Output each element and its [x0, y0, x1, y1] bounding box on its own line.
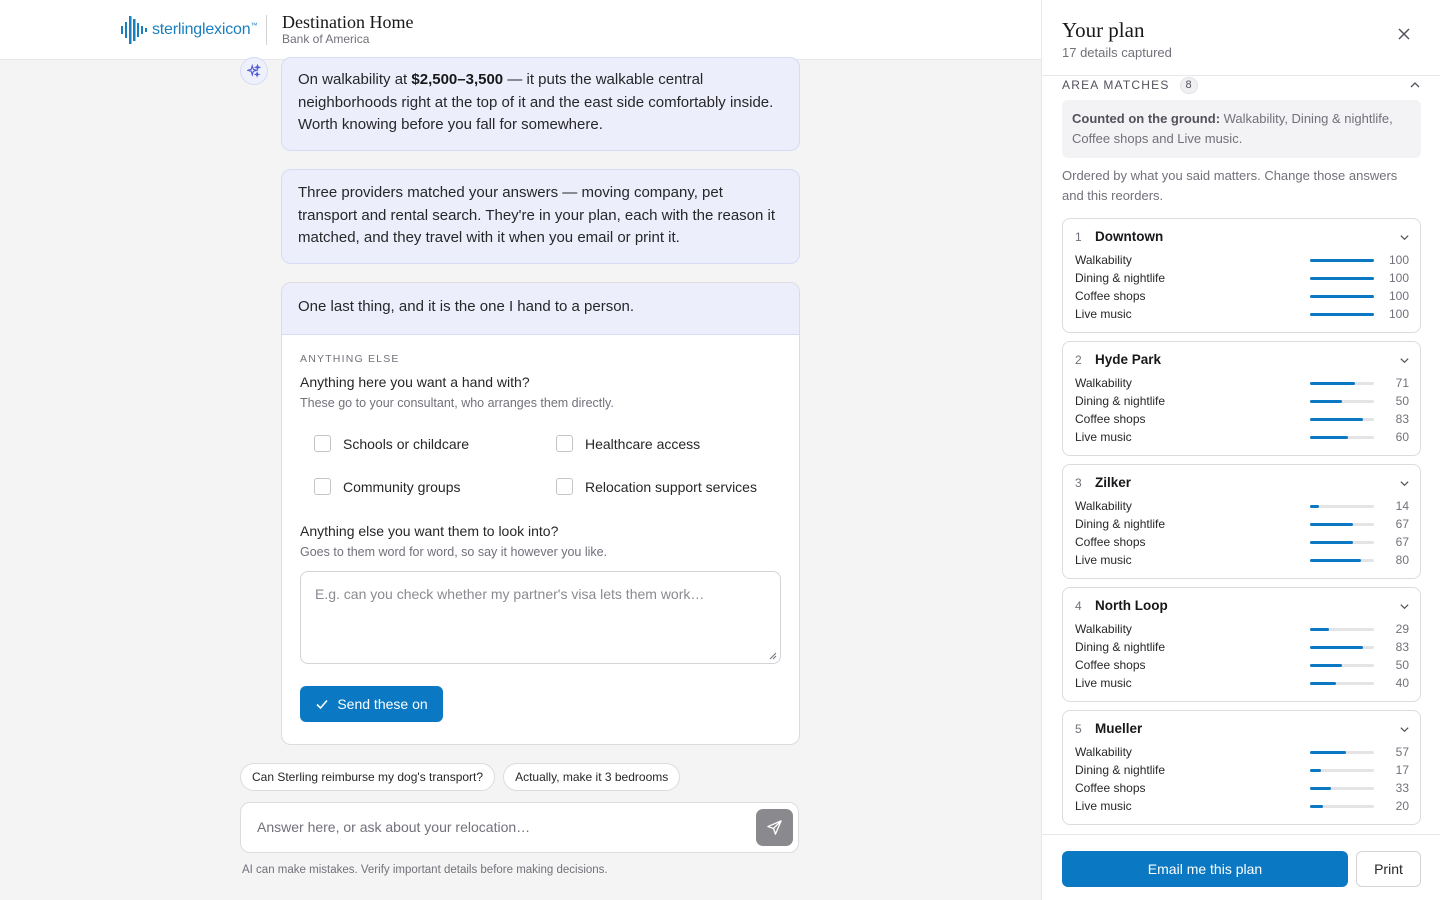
option-label: Relocation support services — [585, 478, 757, 495]
metric-label: Walkability — [1075, 253, 1132, 267]
option-healthcare-access[interactable] — [556, 434, 776, 453]
score-bar-fill — [1310, 523, 1353, 526]
question-hint: These go to your consultant, who arranges them directly. — [300, 396, 614, 410]
area-list — [1062, 218, 1421, 836]
send-message-button[interactable] — [756, 809, 793, 846]
score-bar-fill — [1310, 751, 1346, 754]
metric-label: Live music — [1075, 553, 1132, 567]
metric-row — [1075, 306, 1409, 324]
metric-label: Coffee shops — [1075, 535, 1146, 549]
metric-row — [1075, 375, 1409, 393]
anything-else-card — [281, 282, 800, 745]
count-badge: 8 — [1180, 77, 1198, 94]
metric-row — [1075, 429, 1409, 447]
area-rank: 3 — [1075, 476, 1082, 490]
metric-label: Coffee shops — [1075, 781, 1146, 795]
score-bar-fill — [1310, 277, 1374, 280]
assistant-avatar — [240, 57, 268, 85]
counted-note — [1062, 100, 1421, 158]
brand-trademark: ™ — [250, 22, 258, 30]
metric-label: Walkability — [1075, 622, 1132, 636]
score-bar-fill — [1310, 682, 1336, 685]
score-bar-track — [1310, 382, 1374, 385]
metric-row — [1075, 393, 1409, 411]
metric-label: Dining & nightlife — [1075, 517, 1166, 531]
question-hint: Goes to them word for word, so say it however you like. — [300, 545, 608, 559]
counted-note-text: Walkability, Dining & nightlife, Coffee shops and Live music. — [1072, 111, 1393, 146]
suggestion-chip[interactable]: Can Sterling reimburse my dog's transport? — [240, 763, 495, 791]
metric-row — [1075, 621, 1409, 639]
score-bar-fill — [1310, 400, 1342, 403]
close-icon[interactable] — [1396, 26, 1412, 42]
metric-score: 57 — [1395, 745, 1409, 759]
score-bar-track — [1310, 805, 1374, 808]
area-rank: 2 — [1075, 353, 1082, 367]
score-bar-track — [1310, 313, 1374, 316]
card-body — [282, 335, 799, 738]
message-text: — it puts the walkable central neighborhoods right at the top of it and the east side comfortably inside. Worth knowing before you fall for somewhere. — [298, 71, 774, 133]
app-subtitle: Bank of America — [282, 32, 370, 46]
metric-label: Coffee shops — [1075, 289, 1146, 303]
score-bar-track — [1310, 769, 1374, 772]
metric-row — [1075, 798, 1409, 816]
checkbox[interactable] — [314, 435, 331, 452]
section-eyebrow: ANYTHING ELSE — [300, 353, 400, 365]
message-price-range: $2,500–3,500 — [411, 71, 504, 88]
metric-label: Walkability — [1075, 499, 1132, 513]
metric-row — [1075, 516, 1409, 534]
area-card[interactable] — [1062, 341, 1421, 456]
score-bar-track — [1310, 277, 1374, 280]
metric-label: Dining & nightlife — [1075, 271, 1166, 285]
counted-note-label: Counted on the ground: — [1072, 111, 1221, 126]
area-name: Mueller — [1095, 721, 1143, 736]
suggestion-chip[interactable]: Actually, make it 3 bedrooms — [503, 763, 680, 791]
area-name: Downtown — [1095, 229, 1164, 244]
section-label: AREA MATCHES — [1062, 78, 1170, 92]
metric-label: Dining & nightlife — [1075, 763, 1166, 777]
metric-row — [1075, 411, 1409, 429]
send-icon — [766, 819, 783, 836]
question-label: Anything else you want them to look into? — [300, 523, 559, 539]
app-title: Destination Home — [282, 12, 414, 32]
ordering-note: Ordered by what you said matters. Change those answers and this reorders. — [1062, 168, 1398, 203]
metric-score: 100 — [1388, 271, 1409, 285]
metric-label: Walkability — [1075, 745, 1132, 759]
metric-score: 60 — [1395, 430, 1409, 444]
score-bar-track — [1310, 646, 1374, 649]
resize-handle-icon[interactable] — [769, 652, 777, 660]
checkbox[interactable] — [556, 435, 573, 452]
area-name: Hyde Park — [1095, 352, 1162, 367]
option-schools-childcare[interactable] — [314, 434, 556, 453]
score-bar-track — [1310, 787, 1374, 790]
score-bar-track — [1310, 505, 1374, 508]
score-bar-track — [1310, 259, 1374, 262]
metric-label: Dining & nightlife — [1075, 640, 1166, 654]
chevron-down-icon[interactable] — [1399, 355, 1410, 366]
plan-panel — [1041, 0, 1440, 900]
metric-score: 33 — [1395, 781, 1409, 795]
option-community-groups[interactable] — [314, 477, 556, 496]
metric-score: 14 — [1395, 499, 1409, 513]
textarea-placeholder: E.g. can you check whether my partner's visa lets them work… — [315, 586, 705, 602]
score-bar-track — [1310, 400, 1374, 403]
panel-subtitle: 17 details captured — [1062, 45, 1172, 60]
score-bar-fill — [1310, 664, 1342, 667]
metric-label: Live music — [1075, 430, 1132, 444]
area-card[interactable] — [1062, 464, 1421, 579]
metric-row — [1075, 288, 1409, 306]
app-header — [0, 0, 1041, 60]
panel-footer — [1042, 834, 1440, 900]
sterling-logo-icon — [120, 14, 150, 46]
metric-score: 100 — [1388, 289, 1409, 303]
chevron-down-icon[interactable] — [1399, 601, 1410, 612]
area-name: North Loop — [1095, 598, 1168, 613]
metric-score: 17 — [1395, 763, 1409, 777]
score-bar-track — [1310, 295, 1374, 298]
brand-name-part2: lexicon — [201, 21, 251, 38]
score-bar-fill — [1310, 418, 1363, 421]
score-bar-fill — [1310, 769, 1321, 772]
score-bar-fill — [1310, 313, 1374, 316]
metric-score: 50 — [1395, 394, 1409, 408]
metric-row — [1075, 534, 1409, 552]
score-bar-fill — [1310, 646, 1363, 649]
area-rank: 5 — [1075, 722, 1082, 736]
metric-row — [1075, 498, 1409, 516]
metric-score: 50 — [1395, 658, 1409, 672]
area-card-header — [1075, 475, 1131, 490]
area-rank: 4 — [1075, 599, 1082, 613]
chevron-down-icon[interactable] — [1399, 724, 1410, 735]
header-divider — [266, 15, 267, 45]
sparkle-icon — [247, 64, 261, 78]
option-label: Healthcare access — [585, 435, 701, 452]
metric-label: Dining & nightlife — [1075, 394, 1166, 408]
area-card[interactable] — [1062, 710, 1421, 825]
message-text: On walkability at — [298, 71, 412, 88]
area-card-header — [1075, 229, 1163, 244]
assistant-message: One last thing, and it is the one I hand to a person. — [282, 283, 799, 335]
check-icon — [315, 697, 329, 711]
score-bar-fill — [1310, 505, 1319, 508]
email-plan-button[interactable]: Email me this plan — [1062, 851, 1348, 887]
brand-name — [152, 21, 257, 39]
assistant-message — [281, 57, 800, 151]
metric-score: 20 — [1395, 799, 1409, 813]
score-bar-track — [1310, 628, 1374, 631]
send-button-label: Send these on — [337, 696, 428, 712]
score-bar-fill — [1310, 541, 1353, 544]
checkbox[interactable] — [556, 478, 573, 495]
score-bar-track — [1310, 418, 1374, 421]
options-grid — [314, 434, 781, 496]
score-bar-fill — [1310, 382, 1355, 385]
score-bar-fill — [1310, 259, 1374, 262]
metric-score: 71 — [1395, 376, 1409, 390]
area-card-header — [1075, 352, 1161, 367]
metric-score: 100 — [1388, 307, 1409, 321]
send-these-on-button[interactable] — [300, 686, 443, 722]
metric-row — [1075, 252, 1409, 270]
metric-score: 67 — [1395, 535, 1409, 549]
area-card[interactable] — [1062, 587, 1421, 702]
score-bar-track — [1310, 664, 1374, 667]
score-bar-track — [1310, 541, 1374, 544]
metric-score: 29 — [1395, 622, 1409, 636]
chevron-down-icon[interactable] — [1399, 478, 1410, 489]
chat-composer[interactable] — [240, 802, 799, 853]
score-bar-track — [1310, 751, 1374, 754]
chat-input[interactable]: Answer here, or ask about your relocation… — [257, 819, 531, 835]
metric-label: Live music — [1075, 676, 1132, 690]
area-name: Zilker — [1095, 475, 1132, 490]
suggestion-chips — [240, 763, 680, 791]
brand-name-part1: sterling — [152, 21, 202, 38]
metric-label: Coffee shops — [1075, 658, 1146, 672]
checkbox[interactable] — [314, 478, 331, 495]
score-bar-track — [1310, 436, 1374, 439]
metric-row — [1075, 639, 1409, 657]
metric-row — [1075, 744, 1409, 762]
brand-logo[interactable] — [120, 14, 257, 46]
score-bar-track — [1310, 523, 1374, 526]
metric-row — [1075, 270, 1409, 288]
metric-row — [1075, 780, 1409, 798]
metric-score: 40 — [1395, 676, 1409, 690]
metric-score: 100 — [1388, 253, 1409, 267]
metric-score: 83 — [1395, 640, 1409, 654]
option-label: Community groups — [343, 478, 461, 495]
metric-label: Walkability — [1075, 376, 1132, 390]
score-bar-track — [1310, 682, 1374, 685]
metric-score: 80 — [1395, 553, 1409, 567]
area-card-header — [1075, 598, 1168, 613]
panel-title: Your plan — [1062, 18, 1145, 42]
chevron-up-icon[interactable] — [1409, 79, 1421, 91]
metric-label: Coffee shops — [1075, 412, 1146, 426]
metric-label: Live music — [1075, 307, 1132, 321]
metric-row — [1075, 552, 1409, 570]
area-rank: 1 — [1075, 230, 1082, 244]
ai-disclaimer: AI can make mistakes. Verify important details before making decisions. — [242, 864, 608, 876]
metric-score: 67 — [1395, 517, 1409, 531]
metric-row — [1075, 675, 1409, 693]
score-bar-fill — [1310, 805, 1323, 808]
chevron-down-icon[interactable] — [1399, 232, 1410, 243]
metric-label: Live music — [1075, 799, 1132, 813]
score-bar-track — [1310, 559, 1374, 562]
area-card[interactable] — [1062, 218, 1421, 333]
metric-score: 83 — [1395, 412, 1409, 426]
print-button[interactable]: Print — [1356, 851, 1421, 887]
score-bar-fill — [1310, 628, 1329, 631]
assistant-message: Three providers matched your answers — moving company, pet transport and rental search. They're in your plan, each with the reason it matched, and they travel with it when you email or print it. — [281, 169, 800, 264]
score-bar-fill — [1310, 787, 1331, 790]
option-label: Schools or childcare — [343, 435, 470, 452]
score-bar-fill — [1310, 436, 1348, 439]
score-bar-fill — [1310, 295, 1374, 298]
option-relocation-support[interactable] — [556, 477, 776, 496]
notes-textarea[interactable] — [300, 571, 781, 664]
area-matches-header[interactable] — [1062, 76, 1421, 94]
metric-row — [1075, 657, 1409, 675]
metric-row — [1075, 762, 1409, 780]
question-label: Anything here you want a hand with? — [300, 374, 530, 390]
score-bar-fill — [1310, 559, 1361, 562]
area-card-header — [1075, 721, 1142, 736]
